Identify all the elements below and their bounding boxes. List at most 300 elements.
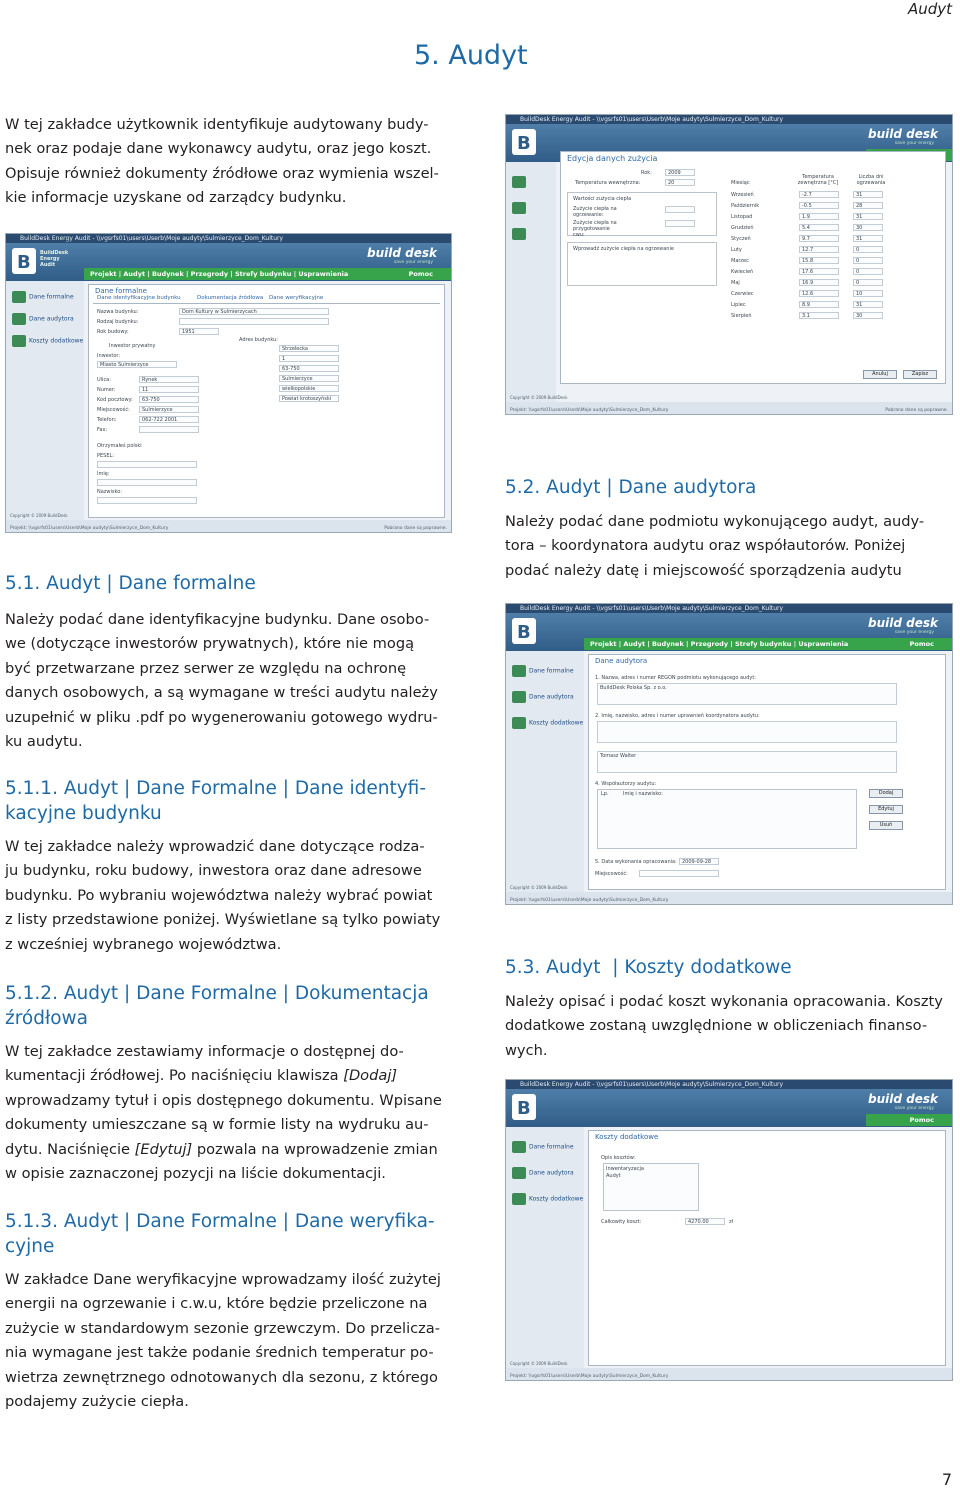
edit-button[interactable]: Edytuj — [869, 805, 903, 814]
sidebar-item-formalne[interactable] — [512, 665, 574, 677]
month-label: Luty — [731, 247, 742, 253]
month-temp-input[interactable] — [799, 268, 839, 275]
input-temp[interactable] — [665, 179, 695, 186]
input-value: 15.8 — [802, 258, 814, 264]
window-title: BuildDesk Energy Audit - \\vgsrfs01\users\Userb\Moje audyty\Sulmierzyce_Dom_Kultury — [520, 116, 784, 123]
input-value: 1951 — [182, 329, 195, 335]
input-miejscowosc[interactable] — [639, 870, 719, 877]
textarea-opis[interactable] — [603, 1163, 699, 1211]
month-temp-input[interactable] — [799, 312, 839, 319]
month-days-input[interactable] — [853, 235, 883, 242]
month-days-input[interactable] — [853, 202, 883, 209]
label-podmiot: 1. Nazwa, adres i numer REGON podmiotu wykonującego audyt: — [595, 675, 756, 681]
svg-text:B: B — [517, 133, 531, 154]
sidebar-item-formalne[interactable] — [512, 176, 529, 188]
sidebar-item-formalne[interactable] — [12, 291, 74, 303]
text-line — [5, 1064, 455, 1088]
svg-text:B: B — [517, 622, 531, 643]
month-days-input[interactable] — [853, 290, 883, 297]
heading-line: źródłowa — [5, 1008, 89, 1029]
input-koordynator-2[interactable] — [597, 751, 897, 773]
input-value: Rynek — [142, 377, 158, 383]
text-line: z listy przedstawione poniżej. Wyświetlane są tylko powiaty — [5, 911, 441, 929]
input-b-ulica[interactable] — [279, 345, 339, 352]
text-line: W zakładce Dane weryfikacyjne wprowadzamy ilość zużytej — [5, 1271, 441, 1288]
text-line: Należy podać dane identyfikacyjne budynku. Dane osobo- — [5, 611, 430, 628]
input-value: 0 — [856, 247, 860, 253]
status-path: Projekt: \\vgsrfs01\users\Userb\Moje audyty\Sulmierzyce_Dom_Kultury — [510, 408, 669, 413]
input-fax[interactable] — [139, 426, 199, 433]
label-zuzycie-cwu: Zużycie ciepła na przygotowanie cwu: — [573, 220, 617, 238]
folder-icon — [12, 291, 26, 303]
money-icon — [512, 1193, 526, 1205]
dialog-zuzycia — [560, 151, 946, 384]
month-temp-input[interactable] — [799, 191, 839, 198]
help-menu[interactable]: Pomoc — [909, 640, 934, 648]
text-line: W tej zakładce zestawiamy informacje o dostępnej do- — [5, 1043, 404, 1060]
label-miejscowosc: Miejscowość: — [595, 871, 628, 877]
svg-text:B: B — [517, 1098, 531, 1119]
copyright: Copyright © 2009 BuildDesk — [510, 1361, 568, 1366]
text-line: wych. — [505, 1041, 548, 1059]
text-line: W tej zakładce należy wprowadzić dane dotyczące rodza- — [5, 838, 425, 855]
input-podmiot[interactable] — [597, 683, 897, 705]
sidebar-label: Koszty dodatkowe — [529, 1195, 584, 1203]
money-icon — [512, 717, 526, 729]
intro-line: kie informacje uzyskane od zarządcy budynku. — [5, 189, 347, 207]
paragraph-5-1-3 — [5, 1268, 455, 1414]
heading-line: kacyjne budynku — [5, 803, 162, 824]
text-line: we (dotyczące inwestorów prywatnych), które nie mogą — [5, 635, 415, 653]
input-value: 4270.00 — [688, 1219, 709, 1225]
month-temp-input[interactable] — [799, 290, 839, 297]
month-label: Styczeń — [731, 236, 751, 242]
text-span: pozwala na wprowadzenie zmian — [192, 1140, 438, 1158]
sidebar — [506, 162, 556, 402]
sidebar-item-koszty[interactable] — [512, 717, 583, 729]
input-telefon[interactable] — [139, 416, 199, 423]
sidebar-item-audytora[interactable] — [12, 313, 74, 325]
month-days-input[interactable] — [853, 268, 883, 275]
page-number: 7 — [941, 1470, 952, 1489]
status-path: Projekt: \\vgsrfs01\users\Userb\Moje audyty\Sulmierzyce_Dom_Kultury — [510, 1374, 669, 1379]
text-line: ju budynku, roku budowy, inwestora oraz dane adresowe — [5, 862, 422, 880]
month-label: Kwiecień — [731, 269, 754, 275]
text-line: wietrza zewnętrznego odnotowanych dla sezonu, z którego — [5, 1368, 438, 1386]
input-value: 0 — [856, 258, 860, 264]
input-data[interactable] — [679, 858, 719, 865]
input-b-miejscowosc[interactable] — [279, 375, 339, 382]
text-span: dytu. Naciśnięcie — [5, 1140, 135, 1158]
dialog-title: Edycja danych zużycia — [567, 154, 658, 163]
intro-line: Opisuje również dokumenty źródłowe oraz wymienia wszel- — [5, 164, 439, 182]
month-days-input[interactable] — [853, 191, 883, 198]
heading-5-3: 5.3. Audyt | Koszty dodatkowe — [505, 957, 792, 978]
label-wspolautorzy: 4. Współautorzy audytu: — [595, 781, 657, 787]
heading-5-1-2 — [5, 981, 455, 1031]
form-panel — [588, 654, 946, 890]
month-temp-input[interactable] — [799, 257, 839, 264]
input-value: 30 — [856, 225, 863, 231]
input-b-numer[interactable] — [279, 355, 339, 362]
status-path: Projekt: \\vgsrfs01\users\Userb\Moje audyty\Sulmierzyce_Dom_Kultury — [10, 526, 169, 531]
month-days-input[interactable] — [853, 312, 883, 319]
paragraph-5-1-2 — [5, 1040, 455, 1186]
builddesk-logo: build desk — [868, 1092, 938, 1106]
input-rok[interactable] — [665, 169, 695, 176]
month-temp-input[interactable] — [799, 301, 839, 308]
input-value: 1.9 — [802, 214, 810, 220]
input-value: 16.9 — [802, 280, 814, 286]
text-line: dodatkowe zostaną uwzględnione w obliczeniach finanso- — [505, 1017, 928, 1035]
input-value: 31 — [856, 192, 863, 198]
text-line: być przetwarzane przez serwer ze względu na ochronę — [5, 659, 407, 677]
month-days-input[interactable] — [853, 279, 883, 286]
text-line: zużycie w standardowym sezonie grzewczym. Do przelicza- — [5, 1319, 441, 1337]
input-value: 9.7 — [802, 236, 810, 242]
tab-dokumentacja[interactable]: Dokumentacja źródłowa — [197, 295, 264, 301]
form-panel — [588, 1130, 946, 1366]
label-koordynator: 2. Imię, nazwisko, adres i numer uprawnień koordynatora audytu: — [595, 713, 760, 719]
month-label: Wrzesień — [731, 192, 754, 198]
panel-title: Dane audytora — [595, 657, 648, 665]
text-line: Należy podać dane podmiotu wykonującego audyt, audy- — [505, 513, 925, 530]
paragraph-5-2 — [505, 510, 955, 583]
text-line: energii na ogrzewanie i c.w.u, które będzie przeliczone na — [5, 1295, 428, 1313]
input-value: 1 — [282, 356, 286, 362]
window-title: BuildDesk Energy Audit - \\vgsrfs01\users\Userb\Moje audyty\Sulmierzyce_Dom_Kultury — [520, 605, 784, 612]
text-line — [5, 1138, 455, 1162]
screenshot-koszty-dodatkowe — [505, 1079, 953, 1381]
sidebar-label: Koszty dodatkowe — [529, 719, 584, 727]
input-zuzycie-cwu[interactable] — [665, 220, 695, 227]
select-powiat[interactable] — [279, 395, 339, 402]
sidebar-item-koszty[interactable] — [512, 1193, 583, 1205]
heading-5-1-3 — [5, 1209, 455, 1259]
month-temp-input[interactable] — [799, 279, 839, 286]
month-days-input[interactable] — [853, 246, 883, 253]
paragraph-5-1 — [5, 608, 455, 754]
input-koszt[interactable] — [685, 1218, 725, 1225]
builddesk-logo: build desk — [367, 246, 437, 260]
input-pesel[interactable] — [97, 461, 197, 468]
label-ulica: Ulica: — [97, 377, 111, 383]
heading-5-1: 5.1. Audyt | Dane formalne — [5, 573, 256, 594]
main-menu[interactable]: Projekt | Audyt | Budynek | Przegrody | Strefy budynku | Usprawnienia — [90, 270, 349, 278]
input-value: 0 — [856, 280, 860, 286]
input-kod[interactable] — [139, 396, 199, 403]
heading-5-2: 5.2. Audyt | Dane audytora — [505, 477, 757, 498]
col-temp: Temperatura zewnętrzna [°C] — [797, 174, 839, 186]
sidebar — [506, 651, 584, 892]
opis-line: Audyt — [606, 1173, 621, 1179]
label-opis-kosztow: Opis kosztów: — [601, 1155, 636, 1161]
text-line: w opisie zaznaczonej pozycji na liście dokumentacji. — [5, 1165, 386, 1183]
intro-line: W tej zakładce użytkownik identyfikuje audytowany budy- — [5, 116, 429, 133]
sidebar-item-audytora[interactable] — [512, 691, 574, 703]
col-imie-nazwisko: Imię i nazwisko: — [623, 791, 663, 797]
input-imie[interactable] — [97, 479, 197, 486]
main-menu[interactable]: Projekt | Audyt | Budynek | Przegrody | Strefy budynku | Usprawnienia — [590, 640, 849, 648]
tab-identyfikacyjne[interactable]: Dane identyfikacyjne budynku — [97, 295, 181, 301]
input-zuzycie-ogrzewanie[interactable] — [665, 206, 695, 213]
input-value: 17.6 — [802, 269, 814, 275]
col-lp: Lp. — [601, 791, 609, 797]
month-label: Grudzień — [731, 225, 754, 231]
heading-line: 5.1.2. Audyt | Dane Formalne | Dokumentacja — [5, 983, 429, 1004]
screenshot-dane-zuzycia — [505, 114, 953, 415]
heading-line: cyjne — [5, 1236, 55, 1257]
text-line: podać należy datę i miejscowość sporządzenia audytu — [505, 561, 902, 579]
month-temp-input[interactable] — [799, 235, 839, 242]
input-b-kod[interactable] — [279, 365, 339, 372]
input-value: 63-750 — [142, 397, 160, 403]
label-inwestor: Inwestor: — [97, 353, 121, 359]
select-rodzaj[interactable] — [179, 318, 329, 325]
money-icon — [512, 228, 526, 240]
checkbox-inwestor-prywatny[interactable]: Inwestor prywatny — [109, 343, 156, 349]
paragraph-5-3 — [505, 990, 955, 1063]
panel-title: Koszty dodatkowe — [595, 1133, 659, 1141]
input-value: 11 — [142, 387, 149, 393]
builddesk-tagline: save your energy — [894, 1106, 934, 1111]
input-value: 28 — [856, 203, 863, 209]
input-value: 5.4 — [802, 225, 810, 231]
input-value: 31 — [856, 302, 863, 308]
input-value: 8.9 — [802, 302, 810, 308]
heading-line: 5.1.3. Audyt | Dane Formalne | Dane weryfika- — [5, 1211, 435, 1232]
input-value: 20 — [668, 180, 675, 186]
label-temp: Temperatura wewnętrzna: — [575, 180, 641, 186]
input-value: 10 — [856, 291, 863, 297]
builddesk-tagline: save your energy — [894, 630, 934, 635]
heading-5-1-1 — [5, 776, 455, 826]
label-calkowity-koszt: Całkowity koszt: — [601, 1219, 642, 1225]
help-menu[interactable]: Pomoc — [909, 1116, 934, 1124]
input-value: 63-750 — [282, 366, 300, 372]
text-line: nia wymagane jest także podanie średnich temperatur po- — [5, 1344, 434, 1362]
form-panel — [88, 284, 445, 518]
input-value: wielkopolskie — [282, 386, 316, 392]
input-koordynator[interactable] — [597, 721, 897, 743]
app-logo-icon — [512, 616, 570, 646]
label-imie: Imię: — [97, 471, 110, 477]
input-value: 12.7 — [802, 247, 814, 253]
cancel-button[interactable]: Anuluj — [863, 370, 897, 379]
label-rok: Rok budowy: — [97, 329, 129, 335]
input-nazwa[interactable] — [179, 308, 329, 315]
input-value: 31 — [856, 214, 863, 220]
month-days-input[interactable] — [853, 224, 883, 231]
sidebar-label: Dane audytora — [529, 1169, 574, 1177]
save-button[interactable]: Zapisz — [903, 370, 937, 379]
sidebar — [506, 1127, 584, 1368]
month-days-input[interactable] — [853, 213, 883, 220]
builddesk-tagline: save your energy — [894, 141, 934, 146]
folder-icon — [512, 1141, 526, 1153]
month-label: Lipiec — [731, 302, 746, 308]
month-label: Maj — [731, 280, 740, 286]
col-month: Miesiąc — [731, 180, 750, 186]
input-value: 31 — [856, 236, 863, 242]
label-rodzaj: Rodzaj budynku: — [97, 319, 139, 325]
label-rok: Rok: — [641, 170, 652, 176]
person-icon — [512, 1167, 526, 1179]
label-miejscowosc: Miejscowość: — [97, 407, 130, 413]
text-line: tora – koordynatora audytu oraz współautorów. Poniżej — [505, 537, 906, 555]
month-label: Sierpień — [731, 313, 752, 319]
paragraph-5-1-1 — [5, 835, 455, 957]
input-value: Sulmierzyce — [282, 376, 313, 382]
sidebar-item-formalne[interactable] — [512, 1141, 574, 1153]
folder-icon — [512, 176, 526, 188]
opis-line: Inwentaryzacja — [606, 1166, 644, 1172]
month-label: Marzec — [731, 258, 749, 264]
input-value: 12.6 — [802, 291, 814, 297]
input-miejscowosc[interactable] — [139, 406, 199, 413]
text-line: Należy opisać i podać koszt wykonania opracowania. Koszty — [505, 993, 943, 1010]
input-value: Strzelecka — [282, 346, 308, 352]
label-nazwa: Nazwa budynku: — [97, 309, 139, 315]
text-emphasis: [Edytuj] — [134, 1140, 193, 1158]
person-icon — [12, 313, 26, 325]
text-line: podajemy zużycie ciepła. — [5, 1393, 189, 1411]
folder-icon — [512, 665, 526, 677]
text-line: danych osobowych, a są wymagane w treści audytu należy — [5, 684, 438, 702]
delete-button[interactable]: Usuń — [869, 821, 903, 830]
copyright: Copyright © 2009 BuildDesk — [510, 885, 568, 890]
input-value: Sulmierzyce — [142, 407, 173, 413]
heading-line: 5.1.1. Audyt | Dane Formalne | Dane identyfi- — [5, 778, 426, 799]
radio-wprowadz[interactable]: Wprowadź zużycie ciepła na ogrzewanie — [573, 246, 674, 252]
checkbox-dane-osobowe[interactable]: Otrzymałeś polski — [97, 443, 142, 449]
input-value: -0.5 — [802, 203, 812, 209]
sidebar-label: Dane audytora — [29, 315, 74, 323]
text-emphasis: [Dodaj] — [343, 1067, 398, 1085]
app-brand: BuildDesk Energy Audit — [40, 250, 69, 268]
month-temp-input[interactable] — [799, 224, 839, 231]
month-days-input[interactable] — [853, 257, 883, 264]
page-title: 5. Audyt — [414, 40, 528, 71]
sidebar-item-koszty[interactable] — [12, 335, 83, 347]
month-label: Listopad — [731, 214, 753, 220]
month-temp-input[interactable] — [799, 202, 839, 209]
intro-paragraph — [5, 113, 455, 211]
input-value: 0 — [856, 269, 860, 275]
sidebar-label: Dane formalne — [529, 1143, 574, 1151]
month-label: Październik — [731, 203, 760, 209]
builddesk-logo: build desk — [868, 616, 938, 630]
app-logo-icon — [512, 1092, 570, 1122]
input-value: Powiat krotoszyński — [282, 396, 332, 402]
sidebar-label: Dane audytora — [529, 693, 574, 701]
radio-wartosci[interactable]: Wartości zużycia ciepła — [573, 196, 632, 202]
sidebar-item-audytora[interactable] — [512, 1167, 574, 1179]
tab-underline — [93, 303, 440, 304]
input-rok[interactable] — [179, 328, 219, 335]
text-line: budynku. Po wybraniu województwa należy wybrać powiat — [5, 886, 433, 904]
text-line: uzupełnić w pliku .pdf po wygenerowaniu gotowego wydru- — [5, 708, 438, 726]
label-numer: Numer: — [97, 387, 116, 393]
sidebar-label: Dane formalne — [29, 293, 74, 301]
month-label: Czerwiec — [731, 291, 754, 297]
running-header: Audyt — [907, 0, 952, 18]
window-title: BuildDesk Energy Audit - \\vgsrfs01\users\Userb\Moje audyty\Sulmierzyce_Dom_Kultury — [520, 1081, 784, 1088]
input-inwestor[interactable] — [97, 361, 177, 368]
screenshot-dane-audytora — [505, 603, 953, 905]
help-menu[interactable]: Pomoc — [408, 270, 433, 278]
sidebar-item-koszty[interactable] — [512, 228, 529, 240]
month-temp-input[interactable] — [799, 213, 839, 220]
label-adres-budynku: Adres budynku: — [239, 337, 278, 343]
sidebar-item-audytora[interactable] — [512, 202, 529, 214]
label-zuzycie-ogrzewanie: Zużycie ciepła na ogrzewanie: — [573, 206, 617, 218]
copyright: Copyright © 2009 BuildDesk — [10, 513, 68, 518]
text-line: wprowadzamy tytuł i opis dostępnego dokumentu. Wpisane — [5, 1091, 442, 1109]
input-nazwisko[interactable] — [97, 497, 197, 504]
input-value: Miasto Sulmierzyce — [100, 362, 149, 368]
intro-line: nek oraz podaje dane wykonawcy audytu, oraz jego koszt. — [5, 140, 432, 158]
input-value: 30 — [856, 313, 863, 319]
window-title: BuildDesk Energy Audit - \\vgsrfs01\users\Userb\Moje audyty\Sulmierzyce_Dom_Kultury — [20, 235, 284, 242]
add-button[interactable]: Dodaj — [869, 789, 903, 798]
input-value: Tomasz Walter — [600, 753, 637, 759]
sidebar-label: Dane formalne — [529, 667, 574, 675]
text-line: ku audytu. — [5, 733, 83, 751]
status-right: Pobrano dane są poprawne. — [384, 526, 447, 531]
input-value: 2009-09-28 — [682, 859, 712, 865]
sidebar — [6, 281, 84, 520]
input-value: 062-722 2001 — [142, 417, 178, 423]
person-icon — [512, 202, 526, 214]
tab-weryfikacyjne[interactable]: Dane weryfikacyjne — [269, 295, 324, 301]
col-days: Liczba dni ogrzewania — [856, 174, 886, 186]
person-icon — [512, 691, 526, 703]
label-fax: Fax: — [97, 427, 108, 433]
text-line: dokumenty umieszczane są w formie listy na wydruku au- — [5, 1116, 429, 1134]
input-value: Dom Kultury w Sulmierzycach — [182, 309, 257, 315]
label-kod: Kod pocztowy: — [97, 397, 133, 403]
text-line: z wcześniej wybranego województwa. — [5, 935, 282, 953]
input-value: 2009 — [668, 170, 681, 176]
input-value: -2.7 — [802, 192, 812, 198]
text-span: kumentacji źródłowej. Po naciśnięciu klawisza — [5, 1067, 344, 1085]
builddesk-tagline: save your energy — [393, 260, 433, 265]
label-telefon: Telefon: — [97, 417, 117, 423]
copyright: Copyright © 2009 BuildDesk — [510, 395, 568, 400]
svg-text:B: B — [17, 252, 31, 273]
label-pesel: PESEL: — [97, 453, 114, 459]
panel-title: Dane formalne — [95, 287, 147, 295]
builddesk-logo: build desk — [868, 127, 938, 141]
screenshot-dane-formalne — [5, 233, 452, 533]
input-value: BuildDesk Polska Sp. z o.o. — [600, 685, 667, 691]
select-wojewodztwo[interactable] — [279, 385, 339, 392]
month-temp-input[interactable] — [799, 246, 839, 253]
label-data: 5. Data wykonania opracowania: — [595, 859, 677, 865]
unit-zl: zł — [729, 1219, 734, 1225]
sidebar-label: Koszty dodatkowe — [29, 337, 84, 345]
authors-table — [597, 789, 857, 849]
input-value: 3.1 — [802, 313, 810, 319]
status-right: Pobrano dane są poprawne. — [885, 408, 948, 413]
status-path: Projekt: \\vgsrfs01\users\Userb\Moje audyty\Sulmierzyce_Dom_Kultury — [510, 898, 669, 903]
label-nazwisko: Nazwisko: — [97, 489, 122, 495]
input-ulica[interactable] — [139, 376, 199, 383]
month-days-input[interactable] — [853, 301, 883, 308]
money-icon — [12, 335, 26, 347]
input-numer[interactable] — [139, 386, 199, 393]
